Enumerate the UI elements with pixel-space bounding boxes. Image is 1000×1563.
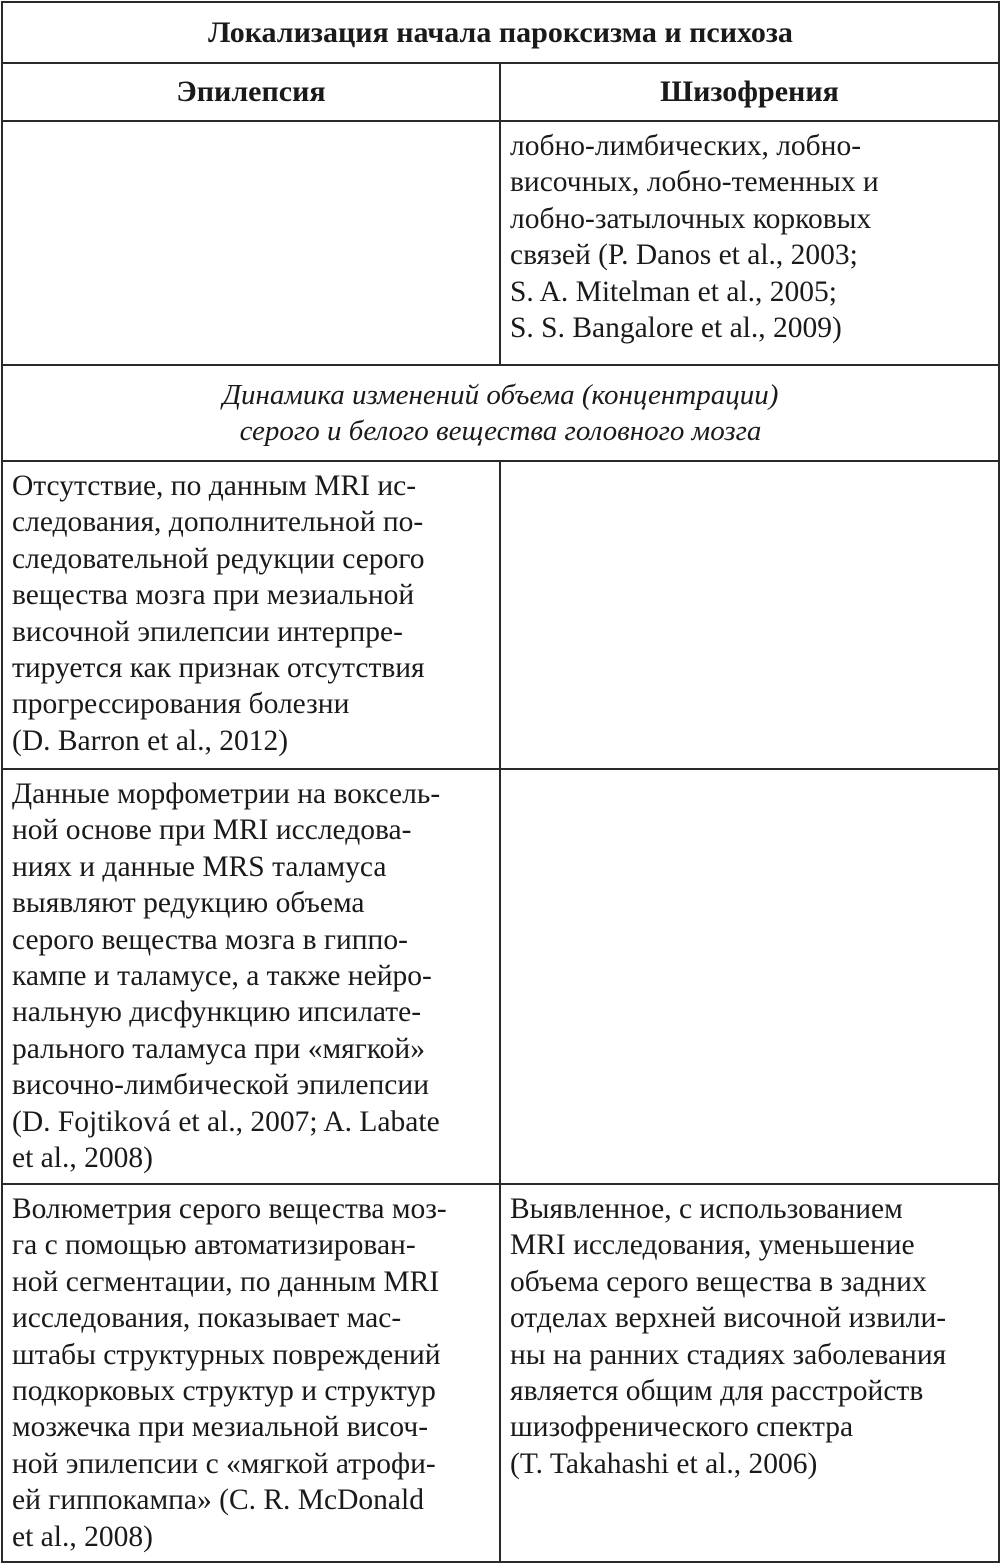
text-line: ниях и данные MRS таламуса xyxy=(12,850,387,883)
text-line: следования, дополнительной по- xyxy=(12,506,424,539)
column-header-schizophrenia: Шизофрения xyxy=(500,63,999,121)
section-heading xyxy=(2,365,999,461)
header-row xyxy=(2,63,999,121)
text-line: височных, лобно-теменных и xyxy=(510,166,879,199)
text-line: шизофренического спектра xyxy=(510,1411,854,1444)
text-line: лобно-затылочных корковых xyxy=(510,202,872,235)
text-line: кампе и таламусе, а также нейро- xyxy=(12,960,432,993)
text-line: исследования, показывает мас- xyxy=(12,1302,402,1335)
text-line: Данные морфометрии на воксель- xyxy=(12,778,441,810)
text-line: et al., 2008) xyxy=(12,1142,153,1175)
text-line: га с помощью автоматизирован- xyxy=(12,1229,416,1262)
text-line: ей гиппокампа» (C. R. McDonald xyxy=(12,1484,424,1517)
cell-schizophrenia xyxy=(500,769,999,1184)
text-line: отделах верхней височной извили- xyxy=(510,1302,947,1335)
text-line: прогрессирования болезни xyxy=(12,688,350,721)
text-line: нальную дисфункцию ипсилате- xyxy=(12,996,422,1029)
text-line: следовательной редукции серого xyxy=(12,542,425,575)
table-row xyxy=(2,461,999,769)
text-line: связей (P. Danos et al., 2003; xyxy=(510,239,858,272)
text-line: тируется как признак отсутствия xyxy=(12,652,425,685)
text-line: Отсутствие, по данным MRI ис- xyxy=(12,470,417,502)
text-line: подкорковых структур и структур xyxy=(12,1375,436,1408)
text-line: (D. Barron et al., 2012) xyxy=(12,724,289,757)
text-line: ной основе при MRI исследова- xyxy=(12,814,412,847)
comparison-table xyxy=(1,1,1000,1563)
text-line: является общим для расстройств xyxy=(510,1375,924,1408)
text-line: MRI исследования, уменьшение xyxy=(510,1229,915,1262)
column-header-epilepsy: Эпилепсия xyxy=(2,63,500,121)
text-line: височной эпилепсии интерпре- xyxy=(12,615,403,648)
text-line: Выявленное, с использованием xyxy=(510,1193,903,1225)
cell-schizophrenia xyxy=(500,121,999,365)
cell-epilepsy xyxy=(2,769,500,1184)
text-line: ны на ранних стадиях заболевания xyxy=(510,1338,947,1371)
section-heading-line: серого и белого вещества головного мозга xyxy=(239,415,762,447)
text-line: вещества мозга при мезиальной xyxy=(12,579,415,612)
text-line: (T. Takahashi et al., 2006) xyxy=(510,1447,818,1480)
table-title: Локализация начала пароксизма и психоза xyxy=(2,2,999,63)
text-line: S. S. Bangalore et al., 2009) xyxy=(510,312,842,345)
text-line: (D. Fojtiková et al., 2007; A. Labate xyxy=(12,1105,440,1138)
title-row xyxy=(2,2,999,63)
table-row xyxy=(2,769,999,1184)
cell-epilepsy xyxy=(2,1184,500,1562)
cell-schizophrenia xyxy=(500,461,999,769)
text-line: лобно-лимбических, лобно- xyxy=(510,130,862,162)
section-heading-line: Динамика изменений объема (концентрации) xyxy=(222,379,779,411)
text-line: мозжечка при мезиальной височ- xyxy=(12,1411,429,1444)
table-row xyxy=(2,1184,999,1562)
text-line: выявляют редукцию объема xyxy=(12,887,365,920)
cell-epilepsy xyxy=(2,461,500,769)
cell-schizophrenia xyxy=(500,1184,999,1562)
text-line: et al., 2008) xyxy=(12,1520,153,1553)
text-line: Волюметрия серого вещества моз- xyxy=(12,1193,447,1225)
text-line: ной эпилепсии с «мягкой атрофи- xyxy=(12,1447,436,1480)
cell-epilepsy xyxy=(2,121,500,365)
text-line: ной сегментации, по данным MRI xyxy=(12,1265,440,1298)
text-line: височно-лимбической эпилепсии xyxy=(12,1069,429,1102)
text-line: S. A. Mitelman et al., 2005; xyxy=(510,275,837,308)
text-line: штабы структурных повреждений xyxy=(12,1338,441,1371)
text-line: рального таламуса при «мягкой» xyxy=(12,1032,425,1065)
text-line: объема серого вещества в задних xyxy=(510,1265,927,1298)
text-line: серого вещества мозга в гиппо- xyxy=(12,923,408,956)
table-row xyxy=(2,121,999,365)
section-row xyxy=(2,365,999,461)
